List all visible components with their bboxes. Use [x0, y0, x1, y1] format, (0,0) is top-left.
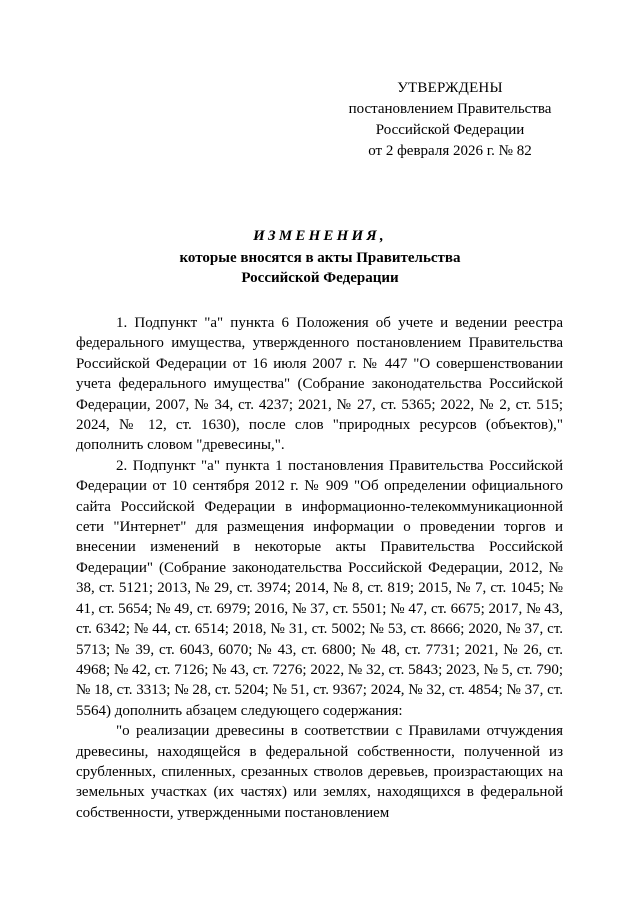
paragraph-3: "о реализации древесины в соответствии с Правилами отчуждения древесины, находящейся в федеральной собственности, полученной из срубленных, спиленных, срезанных стволов деревьев, произрастающих на земельных участках (их частях) или землях, находящихся в федеральной собственности, утвержденными постановлением	[76, 723, 563, 821]
approval-line-3: от 2 февраля 2026 г. № 82	[368, 143, 532, 159]
approval-line-1: постановлением Правительства	[348, 101, 552, 117]
title-heading: ИЗМЕНЕНИЯ,	[253, 228, 387, 244]
paragraph-1: 1. Подпункт "а" пункта 6 Положения об учете и ведении реестра федерального имущества, утвержденного постановлением Правительства Российской Федерации от 16 июля 2007 г. № 447 "О совершенствовании учета федерального имущества" (Собрание законодательства Российской Федерации, 2007, № 34, ст. 4237; 2021, № 27, ст. 5365; 2022, № 2, ст. 515; 2024, № 12, ст. 1630), после слов "природных ресурсов (объектов)," дополнить словом "древесины,".	[76, 315, 563, 454]
document-title	[60, 226, 580, 288]
approved-label: УТВЕРЖДЕНЫ	[397, 80, 503, 96]
document-body	[76, 313, 563, 823]
approval-stamp	[320, 78, 580, 162]
title-subtitle-line-2: Российской Федерации	[241, 270, 399, 286]
approval-line-2: Российской Федерации	[375, 122, 525, 138]
paragraph-2: 2. Подпункт "а" пункта 1 постановления Правительства Российской Федерации от 10 сентября 2012 г. № 909 "Об определении официального сайта Российской Федерации в информационно-телекоммуникационной сети "Интернет" для размещения информации о проведении торгов и внесении изменений в некоторые акты Правительства Российской Федерации" (Собрание законодательства Российской Федерации, 2012, № 38, ст. 5121; 2013, № 29, ст. 3974; 2014, № 8, ст. 819; 2015, № 7, ст. 1045; № 41, ст. 5654; № 49, ст. 6979; 2016, № 37, ст. 5501; № 47, ст. 6675; 2017, № 43, ст. 6342; № 44, ст. 6514; 2018, № 31, ст. 5002; № 53, ст. 8666; 2020, № 37, ст. 5713; № 39, ст. 6043, 6070; № 43, ст. 6800; № 48, ст. 7731; 2021, № 26, ст. 4968; № 42, ст. 7126; № 43, ст. 7276; 2022, № 32, ст. 5843; 2023, № 5, ст. 790; № 18, ст. 3313; № 28, ст. 5204; № 51, ст. 9367; 2024, № 32, ст. 4854; № 37, ст. 5564) дополнить абзацем следующего содержания:	[76, 457, 563, 719]
title-subtitle-line-1: которые вносятся в акты Правительства	[179, 250, 461, 266]
